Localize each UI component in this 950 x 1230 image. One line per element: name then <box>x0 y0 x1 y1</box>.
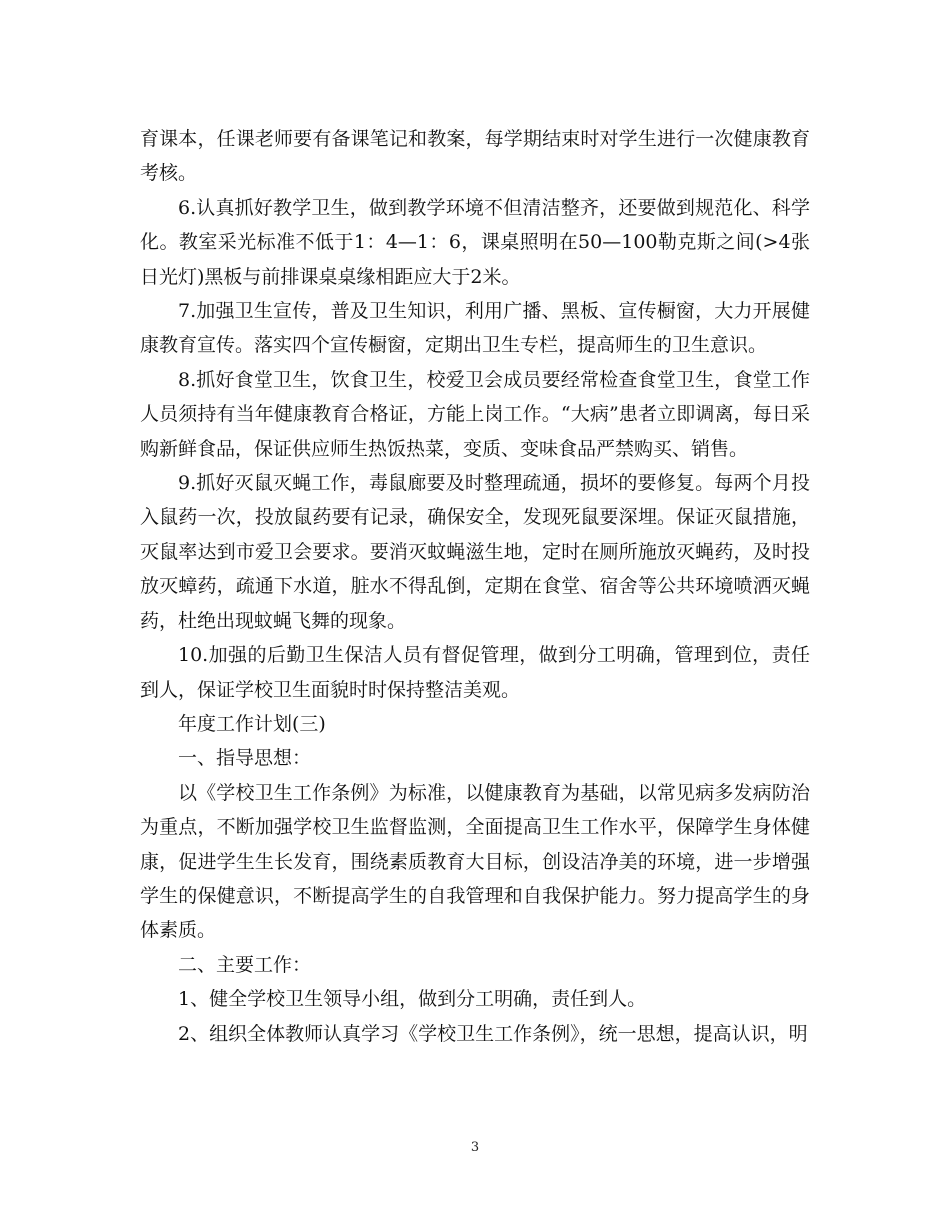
paragraph: 7.加强卫生宣传，普及卫生知识，利用广播、黑板、宣传橱窗，大力开展健康教育宣传。落实四个宣传橱窗，定期出卫生专栏，提高师生的卫生意识。 <box>140 300 810 357</box>
subsection-heading: 二、主要工作： <box>178 953 312 976</box>
page-number: 3 <box>470 1140 480 1155</box>
paragraph: 8.抓好食堂卫生，饮食卫生，校爱卫会成员要经常检查食堂卫生，食堂工作人员须持有当年健康教育合格证，方能上岗工作。“大病”患者立即调离，每日采购新鲜食品，保证供应师生热饭热菜，变质、变味食品严禁购买、销售。 <box>140 368 810 460</box>
paragraph: 以《学校卫生工作条例》为标准，以健康教育为基础，以常见病多发病防治为重点，不断加强学校卫生监督监测，全面提高卫生工作水平，保障学生身体健康，促进学生生长发育，围绕素质教育大目标，创设洁净美的环境，进一步增强学生的保健意识，不断提高学生的自我管理和自我保护能力。努力提高学生的身体素质。 <box>140 781 810 942</box>
paragraph: 9.抓好灭鼠灭蝇工作，毒鼠廊要及时整理疏通，损坏的要修复。每两个月投入鼠药一次，投放鼠药要有记录，确保安全，发现死鼠要深埋。保证灭鼠措施，灭鼠率达到市爱卫会要求。要消灭蚊蝇滋生地，定时在厕所施放灭蝇药，及时投放灭蟑药，疏通下水道，脏水不得乱倒，定期在食堂、宿舍等公共环境喷洒灭蝇药，杜绝出现蚊蝇飞舞的现象。 <box>140 472 810 632</box>
body-text <box>140 122 810 1051</box>
paragraph: 10.加强的后勤卫生保洁人员有督促管理，做到分工明确，管理到位，责任到人，保证学校卫生面貌时时保持整洁美观。 <box>140 644 810 701</box>
paragraph: 6.认真抓好教学卫生，做到教学环境不但清洁整齐，还要做到规范化、科学化。教室采光标准不低于1：4—1：6，课桌照明在50—100勒克斯之间(>4张日光灯)黑板与前排课桌桌缘相距应大于2米。 <box>140 196 810 288</box>
list-item: 1、健全学校卫生领导小组，做到分工明确，责任到人。 <box>178 988 647 1011</box>
list-item: 2、组织全体教师认真学习《学校卫生工作条例》，统一思想，提高认识，明 <box>178 1022 808 1045</box>
paragraph: 育课本，任课老师要有备课笔记和教案，每学期结束时对学生进行一次健康教育考核。 <box>140 128 810 185</box>
section-heading: 年度工作计划(三) <box>178 712 326 735</box>
subsection-heading: 一、指导思想： <box>178 747 312 770</box>
